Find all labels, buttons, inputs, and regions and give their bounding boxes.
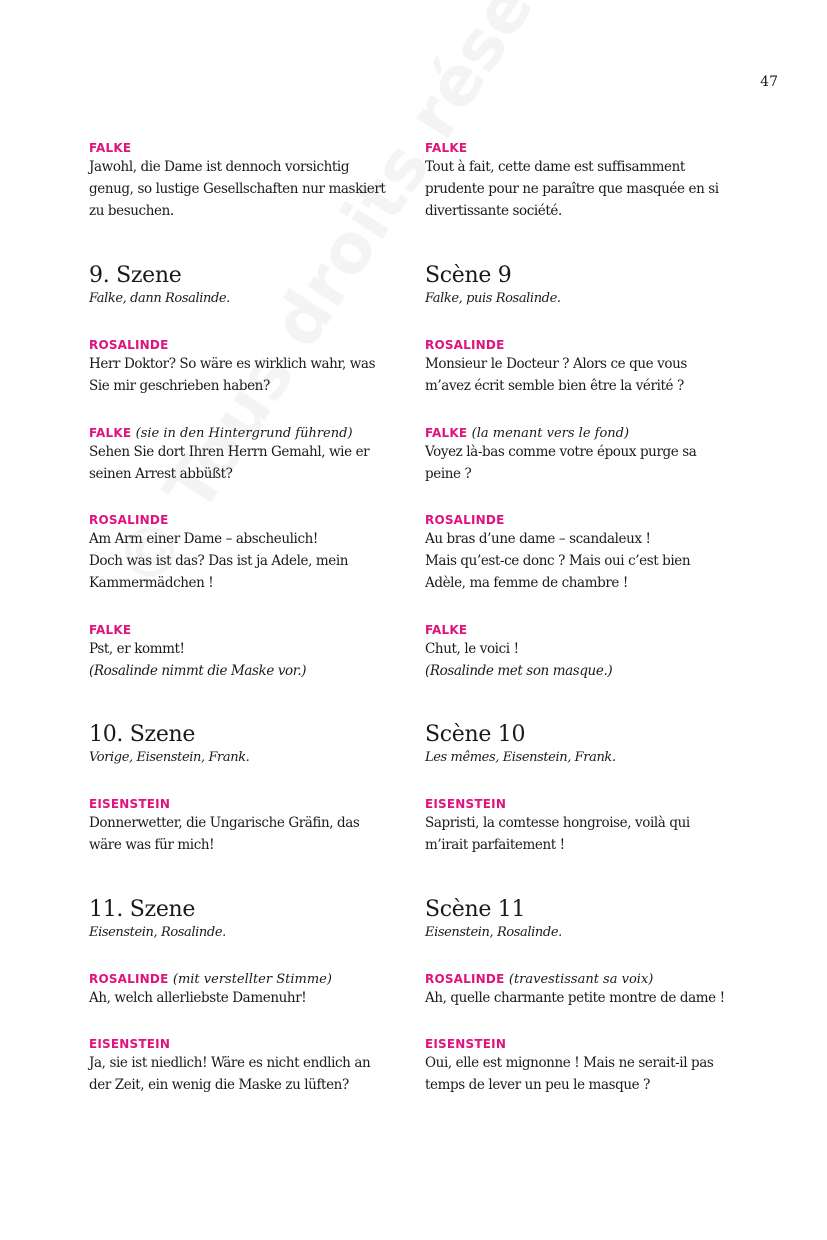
dialogue-line: Herr Doktor? So wäre es wirklich wahr, was [89,356,376,372]
scene-heading [425,263,743,309]
dialogue-line: Ah, welch allerliebste Damenuhr! [89,990,307,1006]
page-number: 47 [760,74,778,90]
dialogue-line: Au bras d’une dame – scandaleux ! [425,531,651,547]
dialogue-block [425,337,743,397]
dialogue-line: Sie mir geschrieben haben? [89,378,270,394]
speaker-name: EISENSTEIN [89,1037,171,1051]
dialogue-block [425,796,743,856]
dialogue-line: peine ? [425,466,472,482]
speaker-name [425,425,743,441]
dialogue-block [425,425,743,485]
scene-title: 10. Szene [89,722,196,747]
dialogue-line: Kammermädchen ! [89,575,214,591]
dialogue-block [89,425,407,485]
dialogue-line: Monsieur le Docteur ? Alors ce que vous [425,356,687,372]
dialogue-line: Voyez là-bas comme votre époux purge sa [425,444,697,460]
scene-heading [89,263,407,309]
scene-title: Scène 10 [425,722,526,747]
scene-title: 9. Szene [89,263,182,288]
scene-characters: Eisenstein, Rosalinde. [89,925,226,940]
scene-heading [425,897,743,943]
dialogue-block [89,1036,407,1096]
dialogue-line: Oui, elle est mignonne ! Mais ne serait-il pas [425,1055,714,1071]
dialogue-block [425,140,743,222]
speaker-name: FALKE [425,141,468,155]
speaker-name: FALKE [89,141,132,155]
dialogue-line: Sapristi, la comtesse hongroise, voilà qui [425,815,690,831]
dialogue-line: m’avez écrit semble bien être la vérité ? [425,378,684,394]
scene-characters: Eisenstein, Rosalinde. [425,925,562,940]
dialogue-line: Pst, er kommt! [89,641,185,657]
speaker-name: ROSALINDE [425,338,505,352]
speaker-name: ROSALINDE [89,513,169,527]
dialogue-line: Doch was ist das? Das ist ja Adele, mein [89,553,349,569]
scene-characters: Vorige, Eisenstein, Frank. [89,750,250,765]
scene-characters: Falke, puis Rosalinde. [425,291,561,306]
speaker-label: FALKE [89,426,132,440]
dialogue-block [89,796,407,856]
dialogue-block [425,1036,743,1096]
dialogue-line: Donnerwetter, die Ungarische Gräfin, das [89,815,360,831]
dialogue-line: Chut, le voici ! [425,641,519,657]
speaker-name [425,971,743,987]
stage-direction: (Rosalinde nimmt die Maske vor.) [89,663,307,679]
dialogue-line: Ah, quelle charmante petite montre de dame ! [425,990,725,1006]
dialogue-line: wäre was für mich! [89,837,215,853]
speaker-name [89,971,407,987]
stage-direction: (sie in den Hintergrund führend) [135,426,353,441]
stage-direction: (travestissant sa voix) [508,972,654,987]
speaker-label: ROSALINDE [425,972,505,986]
dialogue-line: Mais qu’est-ce donc ? Mais oui c’est bien [425,553,691,569]
speaker-name [89,425,407,441]
scene-characters: Falke, dann Rosalinde. [89,291,230,306]
speaker-label: ROSALINDE [89,972,169,986]
dialogue-line: Am Arm einer Dame – abscheulich! [89,531,318,547]
speaker-label: FALKE [425,426,468,440]
dialogue-block [89,971,407,1009]
scene-heading [89,897,407,943]
stage-direction: (la menant vers le fond) [471,426,630,441]
dialogue-block [89,140,407,222]
dialogue-line: Jawohl, die Dame ist dennoch vorsichtig [89,159,350,175]
dialogue-line: Adèle, ma femme de chambre ! [425,575,628,591]
dialogue-line: m’irait parfaitement ! [425,837,565,853]
scene-title: 11. Szene [89,897,196,922]
dialogue-line: seinen Arrest abbüßt? [89,466,233,482]
scene-title: Scène 9 [425,263,512,288]
dialogue-block [89,337,407,397]
scene-characters: Les mêmes, Eisenstein, Frank. [425,750,616,765]
scene-title: Scène 11 [425,897,526,922]
dialogue-line: Ja, sie ist niedlich! Wäre es nicht endlich an [89,1055,371,1071]
dialogue-line: prudente pour ne paraître que masquée en si [425,181,719,197]
dialogue-line: divertissante société. [425,203,562,219]
dialogue-line: genug, so lustige Gesellschaften nur maskiert [89,181,386,197]
dialogue-block [425,622,743,682]
speaker-name: EISENSTEIN [425,797,507,811]
scene-heading [89,722,407,768]
dialogue-block [89,622,407,682]
scene-heading [425,722,743,768]
stage-direction: (Rosalinde met son masque.) [425,663,613,679]
speaker-name: EISENSTEIN [89,797,171,811]
dialogue-block [425,971,743,1009]
dialogue-line: Tout à fait, cette dame est suffisamment [425,159,685,175]
dialogue-block [425,512,743,594]
stage-direction: (mit verstellter Stimme) [172,972,332,987]
speaker-name: EISENSTEIN [425,1037,507,1051]
speaker-name: ROSALINDE [89,338,169,352]
speaker-name: FALKE [89,623,132,637]
dialogue-line: der Zeit, ein wenig die Maske zu lüften? [89,1077,349,1093]
dialogue-line: zu besuchen. [89,203,174,219]
speaker-name: ROSALINDE [425,513,505,527]
dialogue-block [89,512,407,594]
dialogue-line: Sehen Sie dort Ihren Herrn Gemahl, wie er [89,444,370,460]
speaker-name: FALKE [425,623,468,637]
dialogue-line: temps de lever un peu le masque ? [425,1077,650,1093]
